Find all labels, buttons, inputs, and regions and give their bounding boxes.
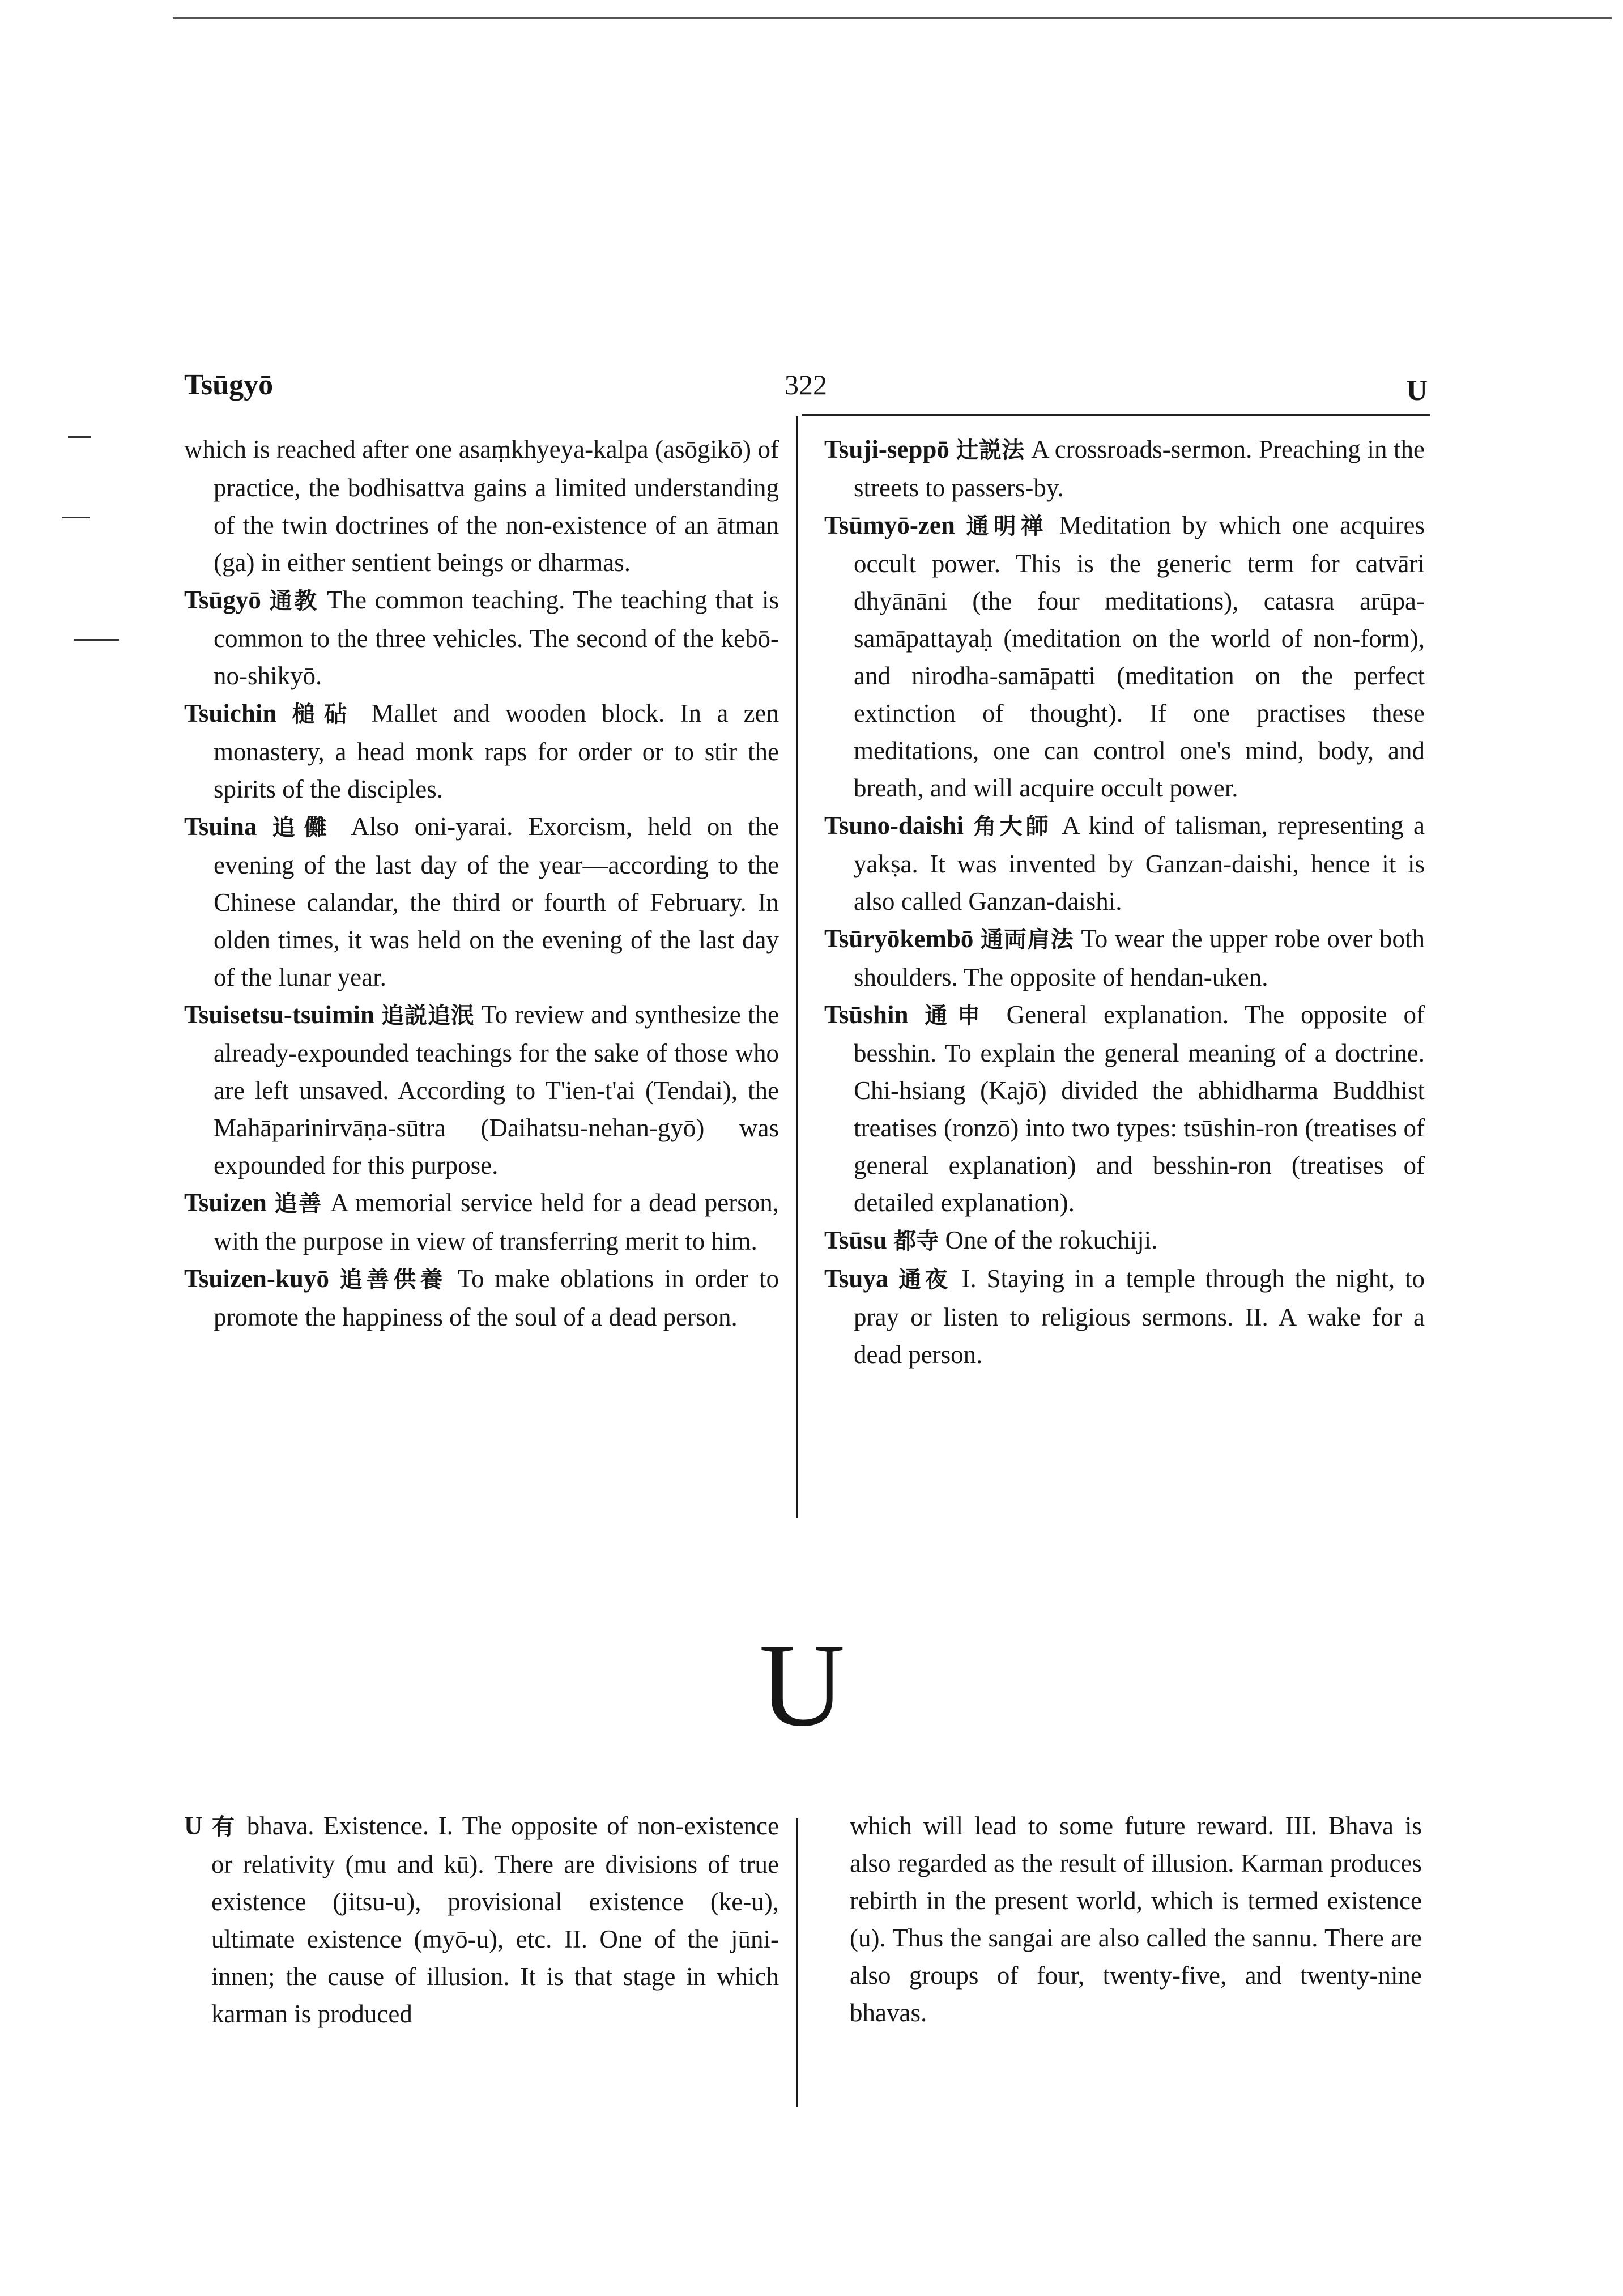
entry-kanji: 追説追泯: [381, 1003, 475, 1029]
dictionary-entry: [184, 808, 779, 996]
dictionary-entry: [184, 1807, 779, 2033]
entry-body: To make oblations in order to promote the happiness of the soul of a dead person.: [214, 1264, 779, 1331]
page-number: 322: [785, 369, 827, 401]
entry-term: Tsuno-daishi: [824, 811, 964, 840]
entry-term: Tsuichin: [184, 699, 277, 727]
dictionary-entry: [824, 996, 1425, 1221]
entry-kanji: 通両肩法: [980, 927, 1074, 953]
entry-body: which is reached after one asaṃkhyeya-kalpa (asōgikō) of practice, the bodhisattva gains a limited understanding of the twin doctrines of the non-existence of an ātman (ga) in either sentient beings or dharmas.: [184, 435, 779, 577]
column-divider: [796, 1818, 798, 2107]
entry-kanji: 都寺: [893, 1228, 939, 1254]
entry-kanji: 通夜: [898, 1267, 952, 1293]
entry-kanji: 槌砧: [292, 701, 356, 727]
entry-term: U: [184, 1812, 203, 1840]
dictionary-entry: [184, 581, 779, 695]
scan-mark: [62, 517, 90, 518]
scan-mark: [68, 436, 91, 438]
entry-kanji: 辻説法: [956, 437, 1025, 463]
entry-kanji: 通明禅: [966, 513, 1049, 539]
dictionary-entry: [184, 996, 779, 1184]
entry-term: Tsuina: [184, 812, 257, 841]
entry-body: A memorial service held for a dead person, with the purpose in view of transferring merit to him.: [214, 1189, 779, 1255]
running-head-left: Tsūgyō: [184, 369, 274, 401]
dictionary-entry: [184, 695, 779, 808]
header-rule: [802, 414, 1430, 416]
entry-kanji: 通教: [269, 588, 319, 614]
dictionary-entry: [824, 807, 1425, 920]
entry-body: A kind of talisman, representing a yakṣa. It was invented by Ganzan-daishi, hence it is also called Ganzan-daishi.: [854, 811, 1425, 915]
entry-term: Tsuji-seppō: [824, 435, 949, 463]
entry-body: bhava. Existence. I. The opposite of non-existence or relativity (mu and kū). There are divisions of true existence (jitsu-u), provisional existence (ke-u), ultimate existence (myō-u), etc. II. One of the jūni-innen; the cause of illusion. It is that stage in which karman is produced: [211, 1812, 779, 2028]
entry-kanji: 追善供養: [339, 1267, 448, 1293]
dictionary-entry: [824, 431, 1425, 506]
dictionary-entry: [824, 1260, 1425, 1373]
entry-body: I. Staying in a temple through the night, to pray or listen to religious sermons. II. A wake for a dead person.: [854, 1264, 1425, 1369]
entry-term: Tsuisetsu-tsuimin: [184, 1000, 374, 1029]
running-head-right: U: [1406, 374, 1428, 407]
entry-term: Tsūgyō: [184, 586, 261, 614]
entry-term: Tsuya: [824, 1264, 889, 1293]
entry-body-continued: which will lead to some future reward. III. Bhava is also regarded as the result of illusion. Karman produces rebirth in the present world, which is termed existence (u). Thus the sangai are also called the sannu. There are also groups of four, twenty-five, and twenty-nine bhavas.: [850, 1812, 1422, 2027]
entry-term: Tsuizen-kuyō: [184, 1264, 329, 1293]
entry-kanji: 角大師: [973, 813, 1052, 840]
entry-kanji: 有: [212, 1814, 238, 1840]
dictionary-entry: [824, 920, 1425, 996]
entry-term: Tsūshin: [824, 1000, 909, 1029]
entry-body: A crossroads-sermon. Preaching in the streets to passers-by.: [854, 435, 1425, 502]
entry-body: To wear the upper robe over both shoulders. The opposite of hendan-uken.: [854, 925, 1425, 991]
u-entry-right-column: [850, 1807, 1422, 2031]
dictionary-entry: [184, 1184, 779, 1260]
dictionary-entry: [824, 506, 1425, 807]
column-divider: [796, 416, 798, 1518]
entry-body: The common teaching. The teaching that is common to the three vehicles. The second of the kebō-no-shikyō.: [214, 586, 779, 690]
top-rule: [173, 17, 1612, 19]
right-column: [824, 431, 1425, 1373]
scan-mark: [74, 639, 119, 641]
entry-term: Tsūsu: [824, 1226, 887, 1254]
entry-kanji: 追善: [274, 1191, 323, 1217]
section-letter: U: [759, 1620, 845, 1751]
dictionary-entry: [184, 431, 779, 581]
u-entry-left-column: [184, 1807, 779, 2033]
entry-body: One of the rokuchiji.: [945, 1226, 1158, 1254]
entry-body: Also oni-yarai. Exorcism, held on the evening of the last day of the year—according to the Chinese calandar, the third or fourth of February. In olden times, it was held on the evening of the last day of the lunar year.: [214, 812, 779, 991]
entry-body: To review and synthesize the already-expounded teachings for the sake of those who are left unsaved. According to T'ien-t'ai (Tendai), the Mahāparinirvāṇa-sūtra (Daihatsu-nehan-gyō) was expounded for this purpose.: [214, 1000, 779, 1179]
left-column: [184, 431, 779, 1336]
dictionary-entry: [184, 1260, 779, 1336]
page-header: [184, 363, 1428, 408]
entry-term: Tsūryōkembō: [824, 925, 974, 953]
entry-term: Tsuizen: [184, 1189, 267, 1217]
entry-body: General explanation. The opposite of besshin. To explain the general meaning of a doctrine. Chi-hsiang (Kajō) divided the abhidharma Buddhist treatises (ronzō) into two types: tsūshin-ron (treatises of general explanation) and besshin-ron (treatises of detailed explanation).: [854, 1000, 1425, 1217]
entry-kanji: 追儺: [272, 815, 336, 841]
dictionary-entry: [824, 1221, 1425, 1260]
entry-term: Tsūmyō-zen: [824, 511, 955, 539]
entry-body: Mallet and wooden block. In a zen monastery, a head monk raps for order or to stir the spirits of the disciples.: [214, 699, 779, 803]
entry-body: Meditation by which one acquires occult power. This is the generic term for catvāri dhyānāni (the four meditations), catasra arūpa-samāpattayaḥ (meditation on the world of non-form), and nirodha-samāpatti (meditation on the perfect extinction of thought). If one practises these meditations, one can control one's mind, body, and breath, and will acquire occult power.: [854, 511, 1425, 802]
entry-kanji: 通申: [925, 1003, 990, 1029]
